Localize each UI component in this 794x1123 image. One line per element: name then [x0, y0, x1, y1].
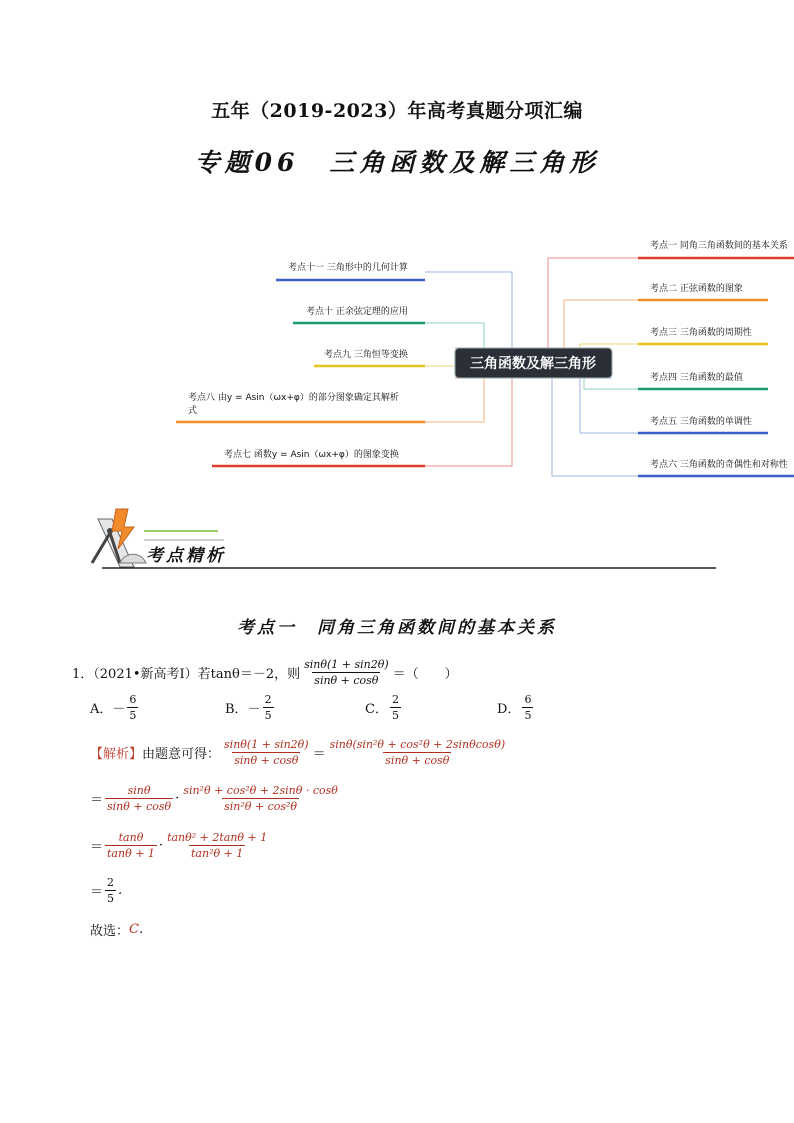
- connector-left-8: [425, 378, 484, 422]
- solution-line-3: ＝ $\frac{\tan\theta}{\tan\theta + 1}$ · $\frac{\text{tanθ² + 2tanθ + 1}}{\text{tan²θ + 1}}$: [90, 831, 268, 860]
- connector-right-6: [552, 378, 638, 476]
- answer-line: 故选： C .: [90, 922, 144, 939]
- solution-line-2: ＝ $\frac{\sin\theta}{\sin\theta + \cos\theta}$ · $\frac{\text{sin²θ + cos²θ + 2sinθ · cosθ}}{\text{sin²θ + cos²θ}}$: [90, 784, 338, 813]
- solution-line-4: ＝ $\frac{2}{5}$ .: [90, 876, 123, 905]
- mm-left-11: 考点十一 三角形中的几何计算: [288, 263, 408, 273]
- mm-right-5: 考点五 三角函数的单调性: [650, 417, 752, 427]
- option-b: B． － $\frac{2}{5}$: [225, 693, 272, 722]
- mm-right-4: 考点四 三角函数的最值: [650, 373, 743, 383]
- option-a: A． － $\frac{6}{5}$: [90, 693, 137, 722]
- mm-left-8b: 式: [188, 406, 198, 416]
- question-fraction: $\frac{\sin\theta(1 + \sin 2\theta)}{\sin\theta + \cos\theta}$: [304, 658, 389, 687]
- question-prefix: 1．（2021•新高考Ⅰ）若tanθ＝－2，则: [72, 667, 301, 682]
- mind-map: [0, 228, 794, 483]
- mm-left-10: 考点十 正余弦定理的应用: [306, 307, 408, 317]
- connector-right-5: [580, 378, 638, 433]
- mm-center-label: 三角函数及解三角形: [470, 356, 596, 372]
- question-suffix: ＝（ ）: [392, 667, 458, 682]
- option-c: C． $\frac{2}{5}$: [365, 693, 399, 722]
- solution-tag: 【解析】: [90, 747, 143, 762]
- mm-right-6: 考点六 三角函数的奇偶性和对称性: [650, 460, 788, 470]
- mm-left-9: 考点九 三角恒等变换: [324, 350, 408, 360]
- solution-line-1: 【解析】 由题意可得： $\frac{\sin\theta(1 + \sin 2\theta)}{\sin\theta + \cos\theta}$ ＝ $\frac{\text{sinθ(sin²θ + cos²θ + 2sinθcosθ)}}{\sin\theta + \cos\theta}$: [90, 738, 506, 767]
- connector-left-11: [425, 272, 512, 348]
- mm-left-7: 考点七 函数y = Asin（ωx+φ）的图象变换: [224, 450, 399, 460]
- connector-right-4: [584, 378, 638, 389]
- mm-left-8: 考点八 由y = Asin（ωx+φ）的部分图象确定其解析: [188, 393, 399, 403]
- mm-right-1: 考点一 同角三角函数间的基本关系: [650, 241, 788, 251]
- topic-heading: 专题06 三角函数及解三角形: [194, 148, 600, 177]
- connector-left-10: [425, 323, 484, 348]
- document-title: 五年（2019-2023）年高考真题分项汇编: [211, 100, 583, 122]
- connector-right-1: [548, 258, 638, 358]
- ruler-compass-icon: [92, 509, 146, 567]
- answer-value: C: [129, 922, 139, 937]
- mm-right-3: 考点三 三角函数的周期性: [650, 328, 752, 338]
- option-d: D． $\frac{6}{5}$: [497, 693, 532, 722]
- mm-right-2: 考点二 正弦函数的图象: [650, 284, 743, 294]
- section-label: 考点精析: [146, 546, 226, 566]
- subsection-title: 考点一 同角三角函数间的基本关系: [237, 618, 557, 638]
- question-stem: [72, 658, 458, 687]
